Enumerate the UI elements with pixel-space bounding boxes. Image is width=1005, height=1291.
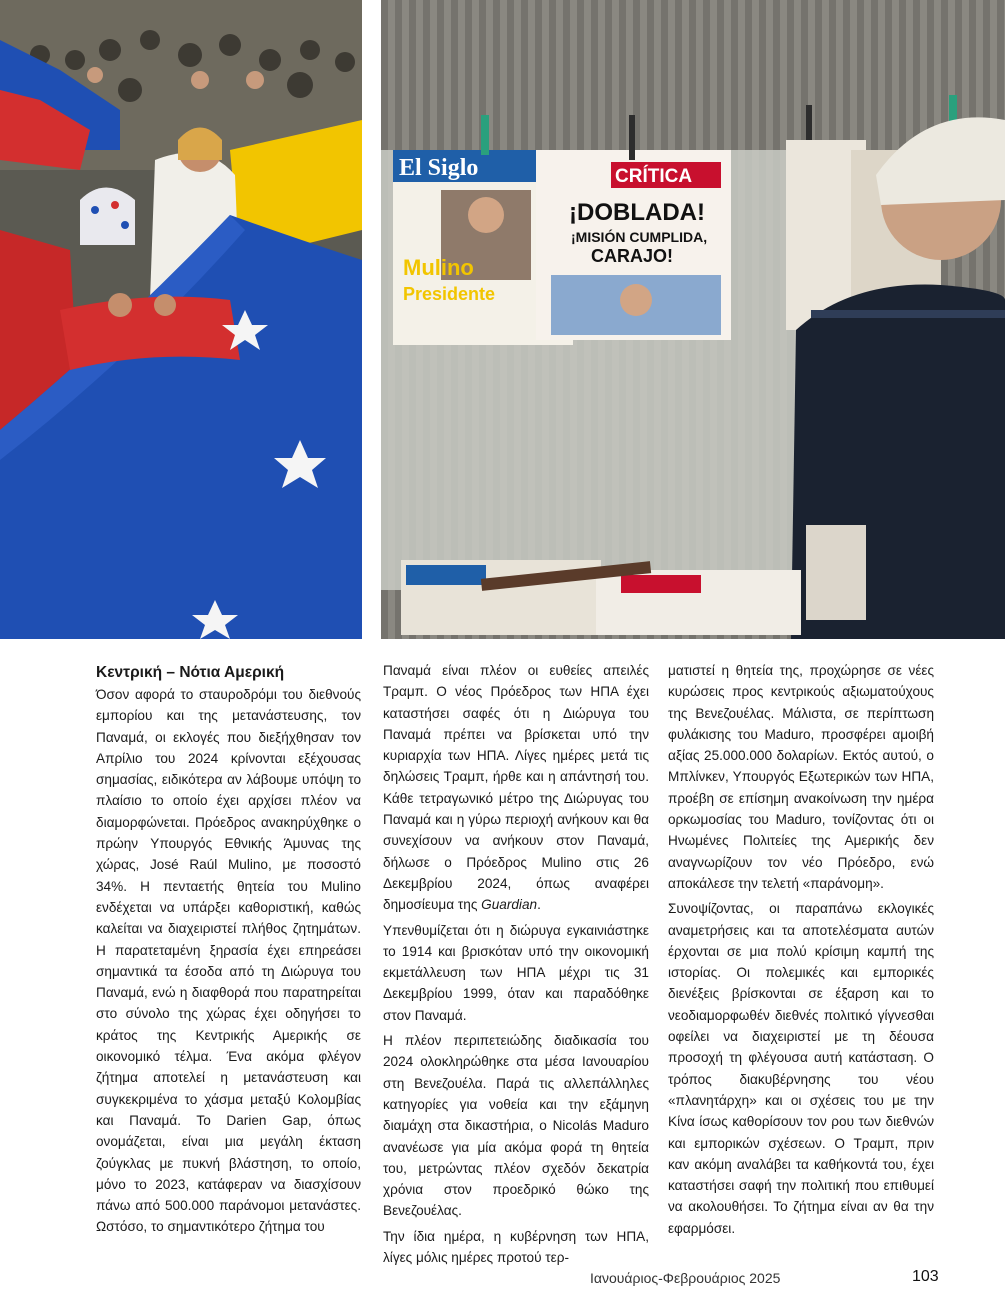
- page-number: 103: [912, 1268, 939, 1285]
- section-heading: Κεντρική – Νότια Αμερική: [96, 664, 285, 681]
- issue-date: Ιανουάριος-Φεβρουάριος 2025: [590, 1270, 781, 1286]
- article-column-3: [668, 660, 934, 1243]
- protest-photo-illustration: [0, 0, 362, 639]
- article-column-1: [96, 660, 361, 1242]
- paper-2-headline-2: ¡MISIÓN CUMPLIDA,: [571, 229, 708, 245]
- paragraph-1-end: .: [537, 897, 541, 913]
- paper-2-name: CRÍTICA: [615, 166, 693, 187]
- paper-1-headline-1: Mulino: [403, 255, 474, 280]
- paragraph-3: Η πλέον περιπετειώδης διαδικασία του 2024 ολοκληρώθηκε στα μέσα Ιανουαρίου στη Βενεζουέλα. Παρά τις αλλεπάλληλες κατηγορίες για νοθεία και την εξάμηνη διαμάχη στα δικαστήρια, ο Nicolás Maduro ανανέωσε για μία ακόμα φορά τη θητεία του, μετρώντας πλέον σχεδόν δεκατρία χρόνια στον προεδρικό θώκο της Βενεζουέλας.: [383, 1033, 649, 1219]
- paragraph-4-continued: ματιστεί η θητεία της, προχώρησε σε νέες κυρώσεις προς κεντρικούς αξιωματούχους της Βενεζουέλας. Μάλιστα, σε περίπτωση φυλάκισης του Maduro, προσφέρει αμοιβή αξίας 25.000.000 δολαρίων. Εκτός αυτού, ο Μπλίνκεν, Υπουργός Εξωτερικών των ΗΠΑ, προέβη σε επίσημη ανακοίνωση την ημέρα ορκωμοσίας του Maduro, τονίζοντας ότι οι Ηνωμένες Πολιτείες της Αμερικής δεν αναγνωρίζουν τον νέο Πρόεδρο, ενώ αποκάλεσε την τελετή «παράνομη».: [668, 663, 934, 891]
- paragraph-1-text: Παναμά είναι πλέον οι ευθείες απειλές Τραμπ. Ο νέος Πρόεδρος των ΗΠΑ έχει καταστήσει σαφές ότι η Διώρυγα του Παναμά πρέπει να βρίσκεται υπό την κυριαρχία των ΗΠΑ. Λίγες ημέρες μετά τις δηλώσεις Τραμπ, ήρθε και η απάντησή του. Κάθε τετραγωνικό μέτρο της Διώρυγας του Παναμά και η γύρω περιοχή ανήκουν και θα συνεχίσουν να ανήκουν στον Παναμά, δήλωσε ο Πρόεδρος Mulino στις 26 Δεκεμβρίου 2024, όπως αναφέρει δημοσίευμα της: [383, 663, 649, 913]
- paper-2-headline-1: ¡DOBLADA!: [569, 199, 705, 226]
- newsstand-photo-illustration: [381, 0, 1005, 639]
- article-column-2: [383, 660, 649, 1272]
- paragraph-1-continued: [383, 660, 649, 916]
- newspaper-critica: [536, 150, 731, 340]
- photo-venezuela-protest: [0, 0, 362, 639]
- paragraph-2: Υπενθυμίζεται ότι η διώρυγα εγκαινιάστηκε το 1914 και βρισκόταν υπό την οικονομική εκμετάλλευση των ΗΠΑ μέχρι τις 31 Δεκεμβρίου 1999, όταν και παραδόθηκε στον Παναμά.: [383, 922, 649, 1023]
- citation-guardian: Guardian: [481, 897, 538, 913]
- paper-1-name: El Siglo: [399, 155, 479, 181]
- paragraph-4: Την ίδια ημέρα, η κυβέρνηση των ΗΠΑ, λίγες μόλις ημέρες προτού τερ-: [383, 1228, 649, 1266]
- paper-2-headline-3: CARAJO!: [591, 246, 674, 266]
- paper-1-headline-2: Presidente: [403, 284, 496, 304]
- paragraph-1: Όσον αφορά το σταυροδρόμι του διεθνούς εμπορίου και της μετανάστευσης, τον Παναμά, οι εκλογές που διεξήχθησαν τον Απρίλιο του 2024 κρίνονται εξέχουσας σημασίας, ειδικότερα αν λάβουμε υπόψη το πλαίσιο το οποίο έχει αρχίσει πλέον να διαμορφώνεται. Πρόεδρος ανακηρύχθηκε ο πρώην Υπουργός Εθνικής Άμυνας της χώρας, José Raúl Mulino, με ποσοστό 34%. Η πενταετής θητεία του Mulino ενδέχεται να υπάρξει καθοριστική, καθώς καλείται να διαχειριστεί πλήθος ζητημάτων. Η παρατεταμένη ξηρασία έχει επηρεάσει σημαντικά τα έσοδα από τη Διώρυγα του Παναμά, ενώ η διαφθορά που παρατηρείται στο σύνολο της χώρας έχει οδηγήσει το κράτος της Κεντρικής Αμερικής σε οικονομικό τέλμα. Ένα ακόμα φλέγον ζήτημα αποτελεί η μετανάστευση και συγκεκριμένα το χάσμα μεταξύ Κολομβίας και Παναμά. Το Darien Gap, όπως ονομάζεται, είναι μια μεγάλη έκταση ζούγκλας με πυκνή βλάστηση, το οποίο, μόνο το 2023, κατάφεραν να διασχίσουν πάνω από 500.000 παράνομοι μετανάστες. Ωστόσο, το σημαντικότερο ζήτημα του: [96, 687, 361, 1235]
- photo-panama-newsstand: [381, 0, 1005, 639]
- paragraph-5: Συνοψίζοντας, οι παραπάνω εκλογικές αναμετρήσεις και τα αποτελέσματα αυτών έρχονται σε μια πολύ κρίσιμη καμπή της ιστορίας. Οι πολεμικές και εμπορικές διενέξεις βρίσκονται σε έξαρση και το νεοδιαμορφωθέν διεθνές πολιτικό γίγνεσθαι οφείλει να διαχειριστεί με τη δέουσα προσοχή τη φλέγουσα αυτή κατάσταση. Ο τρόπος διακυβέρνησης του νέου «πλανητάρχη» και οι σχέσεις του με την Κίνα ίσως καθορίσουν τον ρου των διεθνών και εμπορικών σχέσεων. Ο Τραμπ, πριν καν ακόμη αναλάβει τα καθήκοντά του, έχει καταστήσει σαφή την πολιτική που επιθυμεί να ακολουθήσει. Το ζήτημα είναι αν θα την εφαρμόσει.: [668, 901, 934, 1236]
